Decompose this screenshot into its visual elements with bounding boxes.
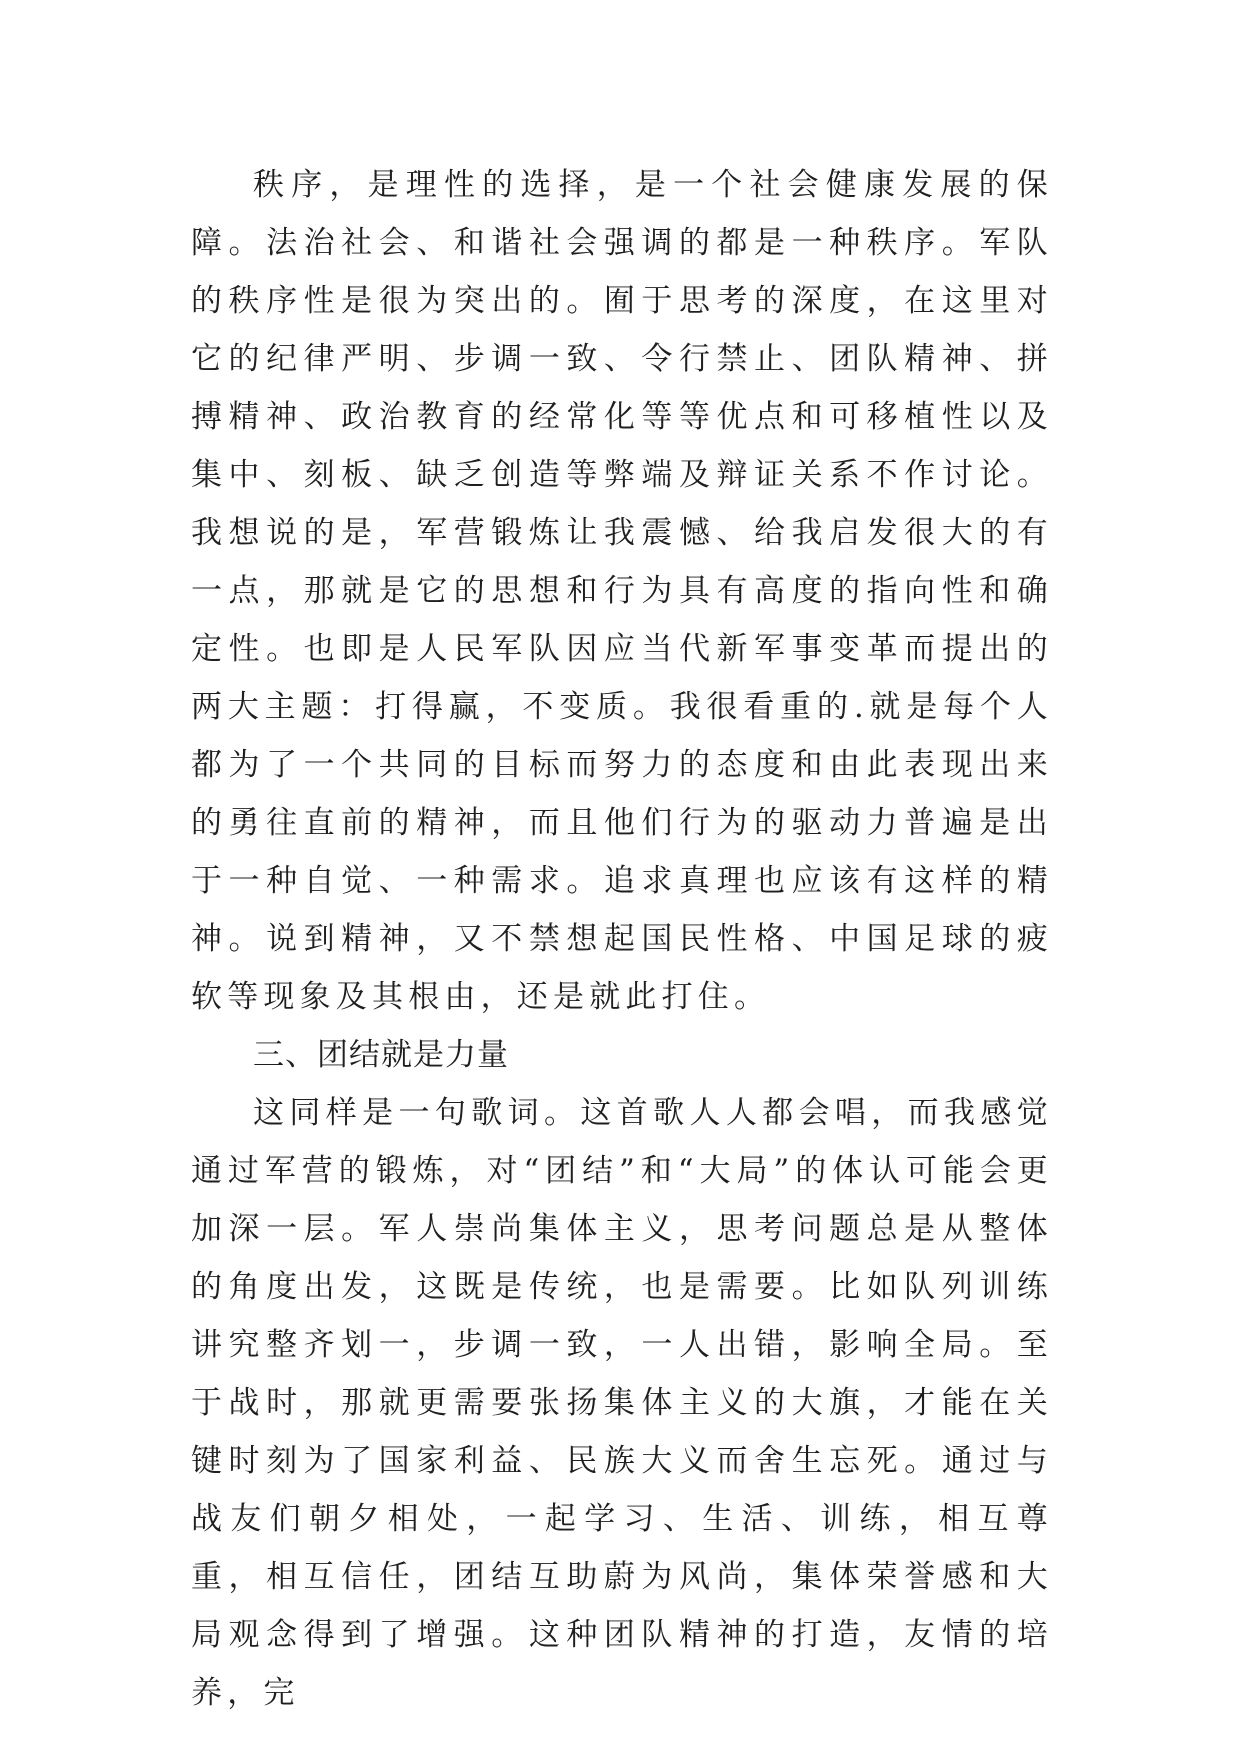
paragraph-unity: 这同样是一句歌词。这首歌人人都会唱，而我感觉通过军营的锻炼，对“团结”和“大局”的体认可能会更加深一层。军人崇尚集体主义，思考问题总是从整体的角度出发，这既是传统，也是需要。比如队列训练讲究整齐划一，步调一致，一人出错，影响全局。至于战时，那就更需要张扬集体主义的大旗，才能在关键时刻为了国家利益、民族大义而舍生忘死。通过与战友们朝夕相处，一起学习、生活、训练，相互尊重，相互信任，团结互助蔚为风尚，集体荣誉感和大局观念得到了增强。这种团队精神的打造，友情的培养，完 bbox=[191, 1095, 1053, 1711]
document-body bbox=[191, 156, 1053, 1722]
section-heading: 三、团结就是力量 bbox=[253, 1037, 509, 1073]
paragraph-order: 秩序，是理性的选择，是一个社会健康发展的保障。法治社会、和谐社会强调的都是一种秩序。军队的秩序性是很为突出的。囿于思考的深度，在这里对它的纪律严明、步调一致、令行禁止、团队精神、拼搏精神、政治教育的经常化等等优点和可移植性以及集中、刻板、缺乏创造等弊端及辩证关系不作讨论。我想说的是，军营锻炼让我震憾、给我启发很大的有一点，那就是它的思想和行为具有高度的指向性和确定性。也即是人民军队因应当代新军事变革而提出的两大主题：打得赢，不变质。我很看重的.就是每个人都为了一个共同的目标而努力的态度和由此表现出来的勇往直前的精神，而且他们行为的驱动力普遍是出于一种自觉、一种需求。追求真理也应该有这样的精神。说到精神，又不禁想起国民性格、中国足球的疲软等现象及其根由，还是就此打住。 bbox=[191, 167, 1053, 1015]
